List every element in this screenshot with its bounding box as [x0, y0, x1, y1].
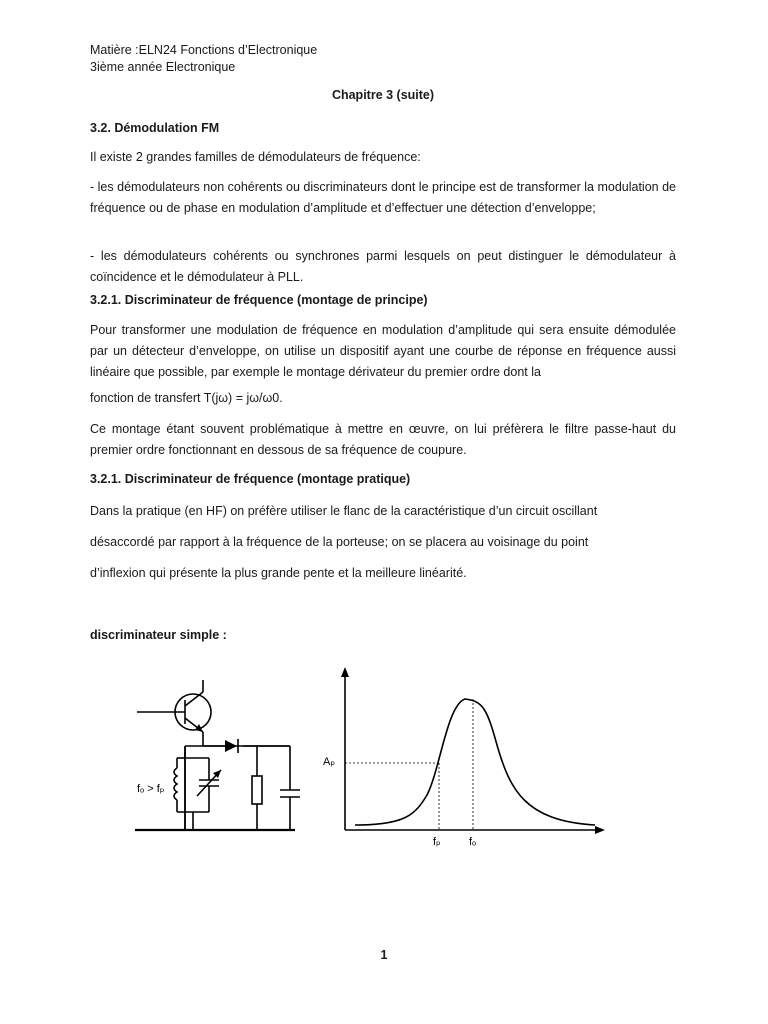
fo-label: fₒ — [469, 836, 477, 848]
circuit-frequency-label: fₒ > fₚ — [137, 783, 165, 795]
highpass-paragraph: Ce montage étant souvent problématique à mettre en œuvre, on lui préfèrera le filtre passe-haut du premier ordre fonctionnant en dessous de sa fréquence de coupure. — [90, 422, 676, 457]
chapter-title: Chapitre 3 (suite) — [331, 88, 435, 102]
response-curve — [355, 699, 595, 825]
ap-label: Aₚ — [323, 756, 336, 768]
practice-line-3: d’inflexion qui présente la plus grande pente et la meilleure linéarité. — [90, 566, 467, 580]
transfer-function-line: fonction de transfert T(jω) = jω/ω0. — [90, 391, 283, 405]
figure-caption: discriminateur simple : — [90, 628, 227, 642]
frequency-response-graph — [315, 665, 615, 855]
page-number: 1 — [380, 948, 388, 962]
section-title: 3.2. Démodulation FM — [90, 121, 220, 135]
header-subject: Matière :ELN24 Fonctions d’Electronique — [90, 43, 318, 57]
practice-line-1: Dans la pratique (en HF) on préfère utiliser le flanc de la caractéristique d’un circuit oscillant — [90, 504, 598, 518]
subsection-practice-title: 3.2.1. Discriminateur de fréquence (montage pratique) — [90, 472, 411, 486]
principle-paragraph: Pour transformer une modulation de fréquence en modulation d’amplitude qui sera ensuite démodulée par un détecteur d’enveloppe, on utilise un dispositif ayant une courbe de réponse en fréquence aussi linéaire que possible, par exemple le montage dérivateur du premier ordre dont la — [90, 323, 676, 379]
header-year: 3ième année Electronique — [90, 60, 236, 74]
subsection-principle-title: 3.2.1. Discriminateur de fréquence (montage de principe) — [90, 293, 428, 307]
bullet-coherent: - les démodulateurs cohérents ou synchrones parmi lesquels on peut distinguer le démodulateur à coïncidence et le démodulateur à PLL. — [90, 249, 676, 284]
practice-line-2: désaccordé par rapport à la fréquence de la porteuse; on se placera au voisinage du point — [90, 535, 589, 549]
intro-paragraph: Il existe 2 grandes familles de démodulateurs de fréquence: — [90, 150, 421, 164]
fp-label: fₚ — [433, 836, 441, 848]
bullet-non-coherent: - les démodulateurs non cohérents ou discriminateurs dont le principe est de transformer la modulation de fréquence ou de phase en modulation d’amplitude et d’effectuer une détection d’enveloppe; — [90, 180, 676, 215]
discriminator-circuit-diagram — [125, 680, 310, 840]
